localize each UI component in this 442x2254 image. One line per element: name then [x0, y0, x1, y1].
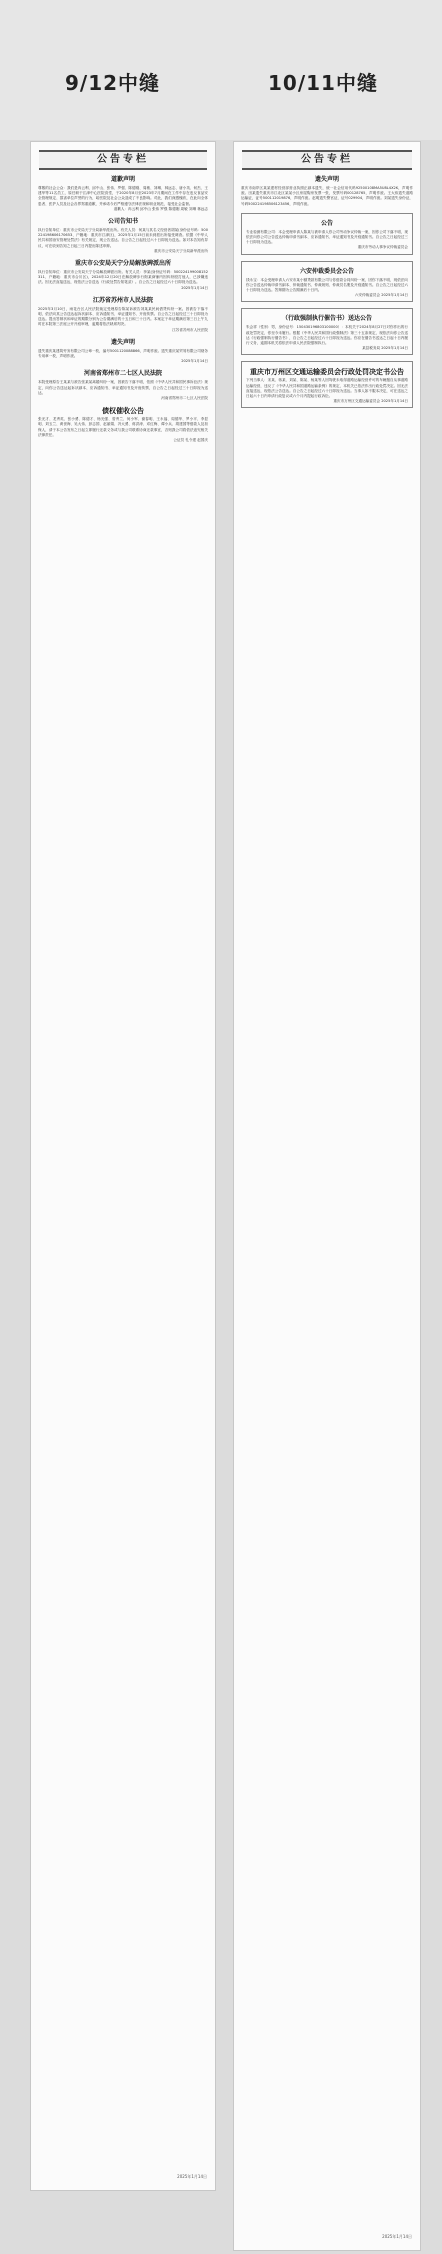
notice-signature: 2025年1月14日 [181, 285, 208, 290]
notice-title: （行政强制执行催告书）送达公告 [281, 315, 372, 323]
notice-signature: 重庆市劳动人事争议仲裁委员会 [357, 245, 408, 250]
loss-notice [241, 176, 413, 207]
notice-signature: 某县税务局 2025年1月14日 [362, 346, 408, 351]
notice-signature: 重庆市公安局天宁分局新华派出所 [154, 248, 208, 253]
notice-title: 六安仲裁委员会公告 [299, 267, 354, 275]
notice-body: 2025年3月10日，雨花台区人民法院裁定受理原告陈某诉被告刘某某民间借贷纠纷一案。因被告下落不明，依法向其公告送达起诉状副本、应诉通知书、举证通知书、开庭传票。自公告之日起经过三十日即视为送达。提出答辩状和举证的期限分别为公告期满后的十五日和三十日内。本案定于举证期满后第三日上午九时在本院第三法庭公开开庭审理，逾期将依法缺席判决。 [38, 306, 208, 327]
page-header [0, 0, 442, 140]
notice-title: 重庆市万州区交通运输委员会行政处罚决定书公告 [250, 368, 404, 377]
left-notice-column [30, 141, 216, 2191]
company-notice [38, 218, 208, 254]
notice-title: 遗失声明 [314, 176, 339, 183]
notice-body: 执行告知单位：重庆市公安局天宁分局新华派出所。有关人员：何某与其名义经营者胡某(身份证号码：500224198606170653、户籍地：重庆市江津区)，2025年1月15日前未到派出所接受调查。依据《中华人民共和国治安管理处罚法》有关规定，现公告送达。自公告之日起经过六十日即视为送达。如对本告知有异议，可在收到告知之日起三日内提出陈述申辩。 [38, 228, 208, 248]
notice-title: 重庆市公安局天宁分局解放碑派出所 [74, 260, 171, 268]
notice-body: 专业检测有限公司：本会受理申请人陈某与被申请人你公司劳动争议仲裁一案，因你公司下落不明，现依法向你公司公告送达仲裁申请书副本、应诉通知书、举证通知书及开庭通知书。自公告之日起经过三十日即视为送达。 [246, 229, 408, 245]
police-notice [38, 260, 208, 291]
left-footer-date: 2025年1月14日 [177, 2174, 207, 2179]
left-column-header: 公告专栏 [39, 150, 207, 170]
notice-body: 本院受理原告王某某与被告张某某离婚纠纷一案，因被告下落不明，依照《中华人民共和国民事诉讼法》规定，向你公告送达起诉状副本、应诉通知书、举证通知书及开庭传票，自公告之日起经过三十日即视为送达。 [38, 380, 208, 395]
notice-signature: 河南省郑州市二七区人民法院 [161, 396, 208, 401]
right-footer-date: 2025年1月14日 [382, 2234, 412, 2239]
left-page-number: 9/12中缝 [65, 71, 161, 95]
notice-body: 尊敬的社会公众：我们是冉云利、邱中山、张伟、罗强、陈德刚、周敏、刘琳、林远志、唐小英、何杰、王建华等11名员工，原任职于江津中心医院食堂，于2020年8月至2023年7月期间在工作中存在违反食品安全管理规定、损害单位声誉的行为，给医院及社会公众造成了不良影响。对此，我们深感愧疚，在此向全体患者、医护人员及社会各界郑重道歉，并承诺今后严格遵守法律法规和职业规范，接受社会监督。 [38, 186, 208, 206]
arbitration-notice [241, 213, 413, 255]
notice-title: 债权催收公告 [102, 407, 144, 416]
notice-title: 道歉声明 [110, 176, 135, 183]
right-notice-column [233, 141, 421, 2251]
luan-arbitration-notice [241, 261, 413, 303]
loss-notice [38, 339, 208, 365]
notice-body: 遗失重庆某建筑劳务有限公司公章一枚，编号5001120088866，声明作废。遗失重庆某贸易有限公司财务专用章一枚，声明作废。 [38, 348, 208, 359]
notice-signature: 重庆市万州区交通运输委员会 2025年1月14日 [333, 399, 408, 404]
notice-signature: 江苏省苏州市人民法院 [172, 327, 208, 332]
right-column-header: 公告专栏 [242, 150, 412, 170]
notice-body: 执行告知单位：重庆市公安局天宁分局解放碑派出所。有关人员：李某(身份证号码：500224199008152311、户籍地：重庆市合川区)，2024年12月20日在解放碑步行街某商铺内因纠纷殴打他人，已涉嫌违法。因无法直接送达，现依法公告送达《行政处罚告知笔录》。自公告之日起经过六十日即视为送达。 [38, 270, 208, 285]
notice-signature: 六安仲裁委员会 2025年1月14日 [354, 293, 408, 298]
notice-title: 遗失声明 [110, 338, 135, 346]
notice-signature: 公证员 孔令建 赵国庆 [173, 438, 208, 443]
notice-signature: 2025年1月14日 [181, 359, 208, 364]
court-notice [38, 297, 208, 333]
transport-penalty-notice [241, 361, 413, 408]
court-notice-2 [38, 370, 208, 401]
apology-notice [38, 176, 208, 212]
notice-body: 下列当事人：宋某、蒋某、刘某、陈某、杨某等人因驾驶未取得道路运输经营许可的车辆擅自从事道路运输经营，违反了《中华人民共和国道路运输条例》的规定，本机关已依法作出行政处罚决定。因无法直接送达，现依法公告送达。自公告之日起经过六十日即视为送达。当事人如不服本决定，可在送达之日起六十日内申请行政复议或六个月内提起行政诉讼。 [246, 378, 408, 399]
notice-body: 朱会祥（性别：男，身份证号：150430196803100000）：本机关于2024年8月27日对你作出的行政处罚决定，你至今未履行。根据《中华人民共和国行政强制法》第三十五条规定，现依法向你公告送达《行政强制执行催告书》，自公告之日起经过六十日即视为送达。你应在催告书送达之日起十日内履行义务，逾期本机关将依法申请人民法院强制执行。 [246, 325, 408, 346]
debt-notice [38, 407, 208, 443]
notice-body: 重庆市南岸区某某建材经营部营业执照正副本遗失，统一社会信用代码92500108MA5U8L4X2K，声明作废。田某遗失重庆市江北区某某小区房屋购房发票一张，发票号码00128765，声明作废。王大伟遗失道路运输证，证号500112019876，声明作废。赵明遗失警官证，证号029904，声明作废。刘某遗失身份证，号码500224198506123456，声明作废。 [241, 186, 413, 206]
notice-body: 钱永宝：本会受理申请人六安市某小额贷款有限公司与你借款合同纠纷一案，因你下落不明，现依法向你公告送达仲裁申请书副本、仲裁通知书、仲裁规则、仲裁员名册及开庭通知书。自公告之日起经过六十日即视为送达。答辩期为公告期满后十日内。 [246, 277, 408, 293]
enforcement-notice [241, 308, 413, 355]
notice-title: 江苏省苏州市人民法院 [92, 296, 153, 304]
notice-title: 公告 [320, 219, 333, 227]
notice-title: 河南省郑州市二七区人民法院 [83, 370, 162, 378]
notice-signature: 道歉人：冉云利 邱中山 张伟 罗强 陈德刚 周敏 刘琳 林远志 [113, 206, 208, 211]
right-page-number: 10/11中缝 [268, 71, 378, 95]
notice-body: 张光才、龙秀英、张小勇、陈德才、杨光强、曾秀兰、何小军、谢春明、王永福、周德华、罗小平、李显明、刘玉兰、黄世海、吴大伟、彭志国、赵丽娟、冯大勇、蒋洪涛、邓红梅、谭小兵、胡建国等借款人及担保人，请于本公告发布之日起立即履行还款义务或与我公司联系协商还款事宜，否则我公司将依法追究相关法律责任。 [38, 417, 208, 437]
notice-title: 公司告知书 [107, 218, 138, 226]
